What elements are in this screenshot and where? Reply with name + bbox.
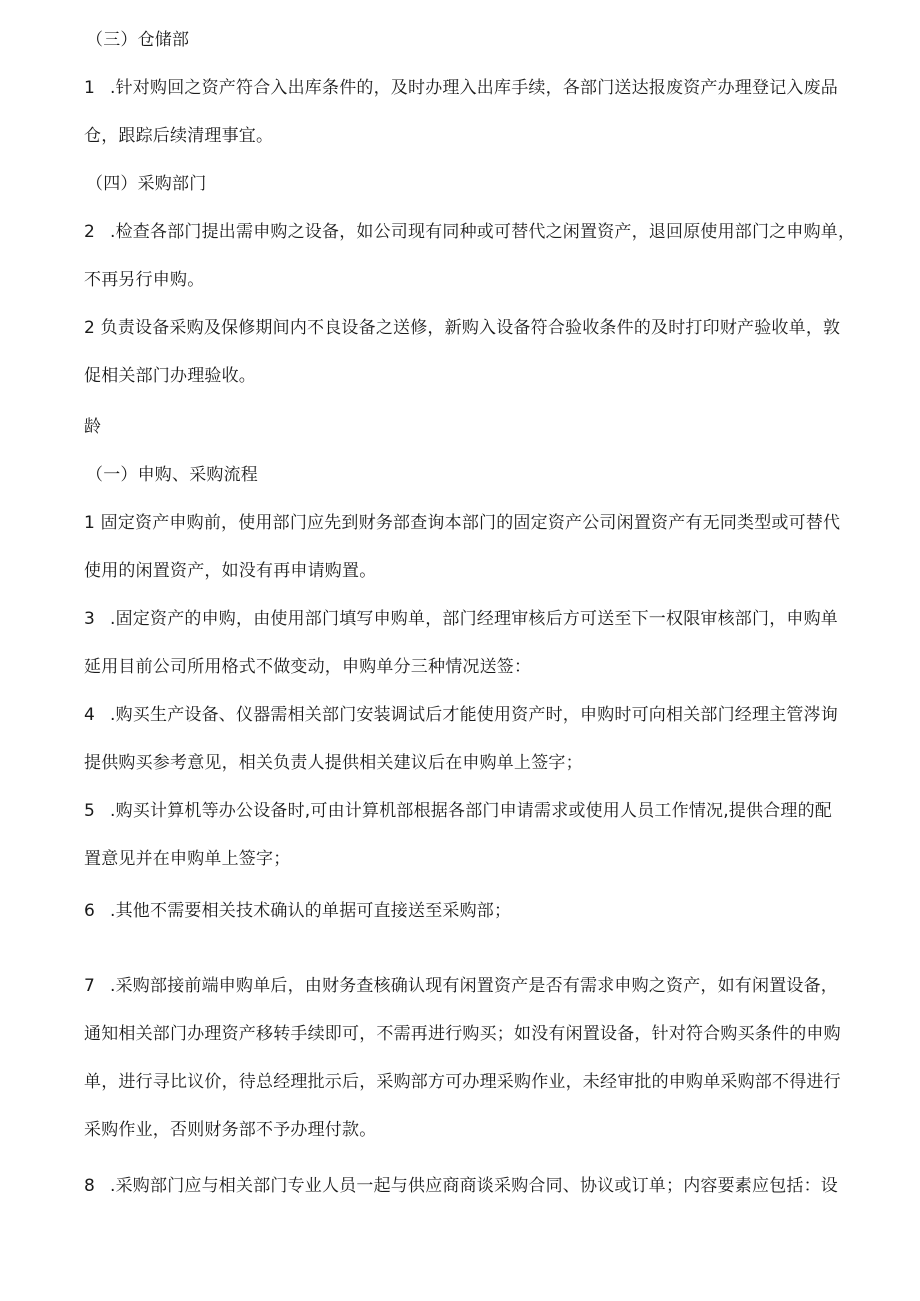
item-text: .其他不需要相关技术确认的单据可直接送至采购部； xyxy=(110,901,512,921)
process-item-5-line-1 xyxy=(84,799,844,823)
item-text: .针对购回之资产符合入出库条件的，及时办理入出库手续，各部门送达报废资产办理登记入废品 xyxy=(110,78,839,98)
process-item-7-line-4: 采购作业，否则财务部不予办理付款。 xyxy=(84,1120,377,1140)
item-text: .采购部接前端申购单后，由财务查核确认现有闲置资产是否有需求申购之资产，如有闲置设备， xyxy=(110,976,839,996)
item-number: 4 xyxy=(84,705,96,725)
section-heading-purchasing-dept: （四）采购部门 xyxy=(86,174,207,194)
storage-item-1-line-2: 仓，跟踪后续清理事宜。 xyxy=(84,126,274,146)
process-item-6-line-1 xyxy=(84,899,844,923)
process-item-1-line-1: 1 固定资产申购前，使用部门应先到财务部查询本部门的固定资产公司闲置资产有无同类型或可替代 xyxy=(84,513,841,533)
process-item-5-line-2: 置意见并在申购单上签字； xyxy=(84,849,291,869)
process-item-3-line-2: 延用目前公司所用格式不做变动，申购单分三种情况送签： xyxy=(84,657,532,677)
item-text: .采购部门应与相关部门专业人员一起与供应商商谈采购合同、协议或订单；内容要素应包括：设 xyxy=(110,1176,839,1196)
process-item-1-line-2: 使用的闲置资产，如没有再申请购置。 xyxy=(84,561,377,581)
process-item-7-line-1 xyxy=(84,974,844,998)
item-number: 5 xyxy=(84,801,96,821)
item-number: 3 xyxy=(84,609,96,629)
item-text: .固定资产的申购，由使用部门填写申购单，部门经理审核后方可送至下一权限审核部门，申购单 xyxy=(110,609,839,629)
item-text: .检查各部门提出需申购之设备，如公司现有同种或可替代之闲置资产，退回原使用部门之申购单， xyxy=(110,222,856,242)
item-text: .购买生产设备、仪器需相关部门安装调试后才能使用资产时，申购时可向相关部门经理主管涔询 xyxy=(110,705,839,725)
item-number: 1 xyxy=(84,78,96,98)
process-item-4-line-1 xyxy=(84,703,844,727)
process-item-8-line-1 xyxy=(84,1174,844,1198)
item-number: 2 xyxy=(84,222,96,242)
item-number: 6 xyxy=(84,901,96,921)
purchasing-item-2-line-2: 不再另行申购。 xyxy=(84,270,205,290)
item-text: .购买计算机等办公设备时,可由计算机部根据各部门申请需求或使用人员工作情况,提供合理的配 xyxy=(110,801,833,821)
process-item-3-line-1 xyxy=(84,607,844,631)
purchasing-item-2b-line-2: 促相关部门办理验收。 xyxy=(84,366,256,386)
section-heading-storage: （三）仓储部 xyxy=(86,30,190,50)
process-item-7-line-3: 单，进行寻比议价，待总经理批示后，采购部方可办理采购作业，未经审批的申购单采购部不得进行 xyxy=(84,1072,841,1092)
item-number: 8 xyxy=(84,1176,96,1196)
purchasing-item-2b-line-1: 2 负责设备采购及保修期间内不良设备之送修，新购入设备符合验收条件的及时打印财产验收单，敦 xyxy=(84,318,841,338)
process-item-7-line-2: 通知相关部门办理资产移转手续即可，不需再进行购买；如没有闲置设备，针对符合购买条件的申购 xyxy=(84,1024,841,1044)
item-number: 7 xyxy=(84,976,96,996)
process-item-4-line-2: 提供购买参考意见，相关负责人提供相关建议后在申购单上签字； xyxy=(84,753,583,773)
purchasing-item-2-line-1 xyxy=(84,220,856,244)
stray-character: 龄 xyxy=(84,417,102,437)
storage-item-1-line-1 xyxy=(84,76,844,100)
section-heading-process: （一）申购、采购流程 xyxy=(86,465,258,485)
